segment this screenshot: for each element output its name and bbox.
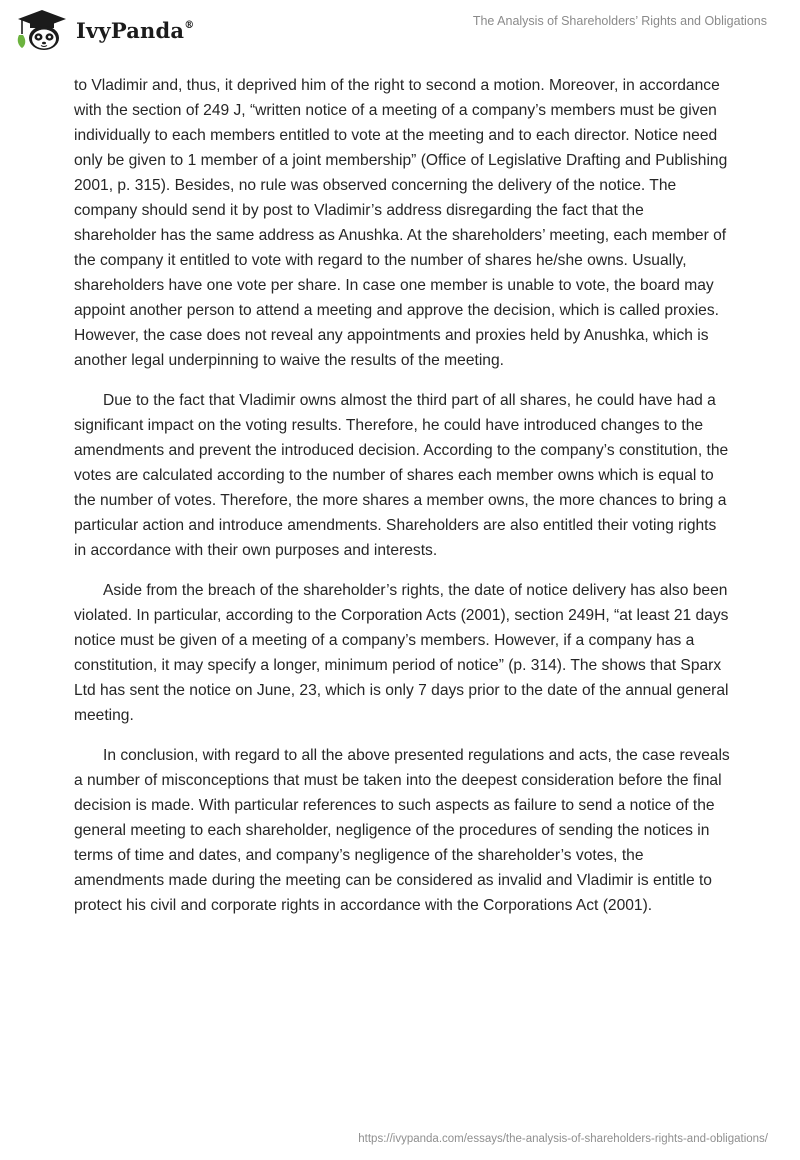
paragraph-3: Aside from the breach of the shareholder’s rights, the date of notice delivery has also been violated. In particular, according to the Corporation Acts (2001), section 249H, “at least 21 days notice must be given of a meeting of a company’s members. However, if a company has a constitution, it may specify a longer, minimum period of notice” (p. 314). The shows that Sparx Ltd has sent the notice on June, 23, which is only 7 days prior to the date of the annual general meeting. <box>74 582 729 724</box>
page-header <box>0 0 800 62</box>
essay-body <box>74 73 730 933</box>
document-title: The Analysis of Shareholders’ Rights and Obligations <box>472 14 767 28</box>
paragraph-2: Due to the fact that Vladimir owns almost the third part of all shares, he could have had a significant impact on the voting results. Therefore, he could have introduced changes to the amendments and prevent the introduced decision. According to the company’s constitution, the votes are calculated according to the number of shares each member owns which is equal to the number of votes. Therefore, the more shares a member owns, the more chances to bring a particular action and introduce amendments. Shareholders are also entitled their voting rights in accordance with their own purposes and interests. <box>74 392 729 559</box>
paragraph-4: In conclusion, with regard to all the above presented regulations and acts, the case reveals a number of misconceptions that must be taken into the deepest consideration before the final decision is made. With particular references to such aspects as failure to send a notice of the general meeting to each shareholder, negligence of the procedures of sending the notices in terms of time and dates, and company’s negligence of the shareholder’s votes, the amendments made during the meeting can be considered as invalid and Vladimir is entitle to protect his civil and corporate rights in accordance with the Corporations Act (2001). <box>74 747 730 914</box>
brand-name: IvyPanda® <box>76 17 195 43</box>
source-url[interactable]: https://ivypanda.com/essays/the-analysis-of-shareholders-rights-and-obligations/ <box>358 1133 768 1145</box>
paragraph-1: to Vladimir and, thus, it deprived him of the right to second a motion. Moreover, in accordance with the section of 249 J, “written notice of a meeting of a company’s members must be given individually to each members entitled to vote at the meeting and to each director. Notice need only be given to 1 member of a joint membership” (Office of Legislative Drafting and Publishing 2001, p. 315). Besides, no rule was observed concerning the delivery of the notice. The company should send it by post to Vladimir’s address disregarding the fact that the shareholder has the same address as Anushka. At the shareholders’ meeting, each member of the company it entitled to vote with regard to the number of shares he/she owns. Usually, shareholders have one vote per share. In case one member is unable to vote, the board may appoint another person to attend a meeting and approve the decision, which is called proxies. However, the case does not reveal any appointments and proxies held by Anushka, which is another legal underpinning to waive the results of the meeting. <box>74 77 728 369</box>
registered-mark: ® <box>184 19 195 31</box>
panda-graduate-icon <box>14 8 70 52</box>
brand-logo[interactable] <box>14 8 194 52</box>
